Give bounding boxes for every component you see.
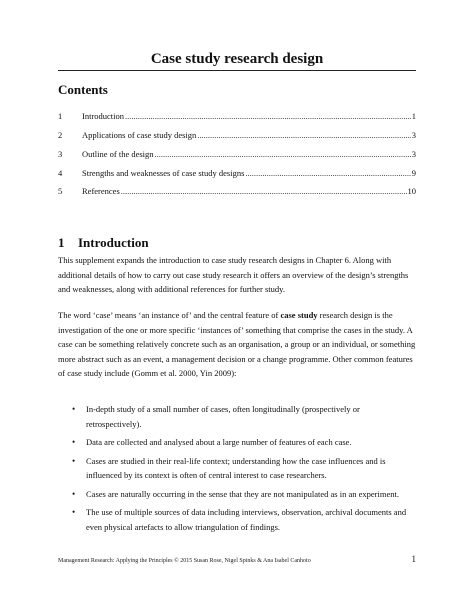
- list-item: [58, 505, 416, 534]
- title-divider: [58, 70, 416, 71]
- list-item: [58, 487, 416, 502]
- paragraph-text: The word ‘case’ means ‘an instance of’ and the central feature of: [58, 310, 281, 320]
- toc-entry-number: 5: [58, 186, 63, 196]
- toc-entry-number: 1: [58, 111, 63, 121]
- features-bullet-list: [58, 402, 416, 538]
- list-item: [58, 454, 416, 483]
- section-title: Introduction: [78, 235, 149, 250]
- contents-heading: Contents: [58, 82, 108, 97]
- page-number: 1: [411, 554, 416, 564]
- toc-entry-page: 3: [411, 130, 416, 140]
- toc-entry-number: 3: [58, 149, 63, 159]
- section-heading-introduction: [58, 235, 149, 251]
- toc-entry-page: 9: [411, 168, 416, 178]
- section-number: 1: [58, 235, 65, 250]
- list-item-text: In-depth study of a small number of cases, often longitudinally (prospectively or retrospectively).: [86, 404, 360, 429]
- footer-copyright: Management Research: Applying the Principles © 2015 Susan Rose, Nigel Spinks & Ana Isabel Canhoto: [58, 558, 311, 564]
- toc-entry-number: 4: [58, 168, 63, 178]
- bullet-icon: •: [72, 507, 76, 517]
- toc-entry-introduction[interactable]: [58, 109, 416, 123]
- toc-entry-page: 3: [411, 149, 416, 159]
- bullet-icon: •: [72, 455, 76, 466]
- list-item: [58, 402, 416, 431]
- toc-leader-dots: [155, 147, 411, 161]
- toc-entry-title: Outline of the design: [82, 149, 154, 159]
- toc-entry-title: Introduction: [82, 111, 125, 121]
- intro-paragraph-1: This supplement expands the introduction to case study research designs in Chapter 6. Along with additional details of how to carry out case study research it offers an overview of the design’s strengths and weaknesses, along with additional references for further study.: [58, 255, 409, 294]
- toc-entry-page: 10: [407, 186, 416, 196]
- list-item-text: Cases are naturally occurring in the sense that they are not manipulated as in an experiment.: [86, 488, 399, 499]
- paragraph-text: research design is the investigation of the one or more specific ‘instances of’ something that comprise the cases in the study. A case can be something relatively concrete such as an organisation, a group or an individual, or something more abstract such as an event, a management decision or a change programme. Other common features of case study include (Gomm et al. 2000, Yin 2009):: [58, 310, 416, 378]
- bullet-icon: •: [72, 404, 76, 414]
- toc-entry-number: 2: [58, 130, 63, 140]
- toc-entry-page: 1: [411, 111, 416, 121]
- toc-entry-title: References: [82, 186, 120, 196]
- toc-entry-outline[interactable]: [58, 147, 416, 161]
- intro-paragraph-2: [58, 308, 416, 381]
- list-item-text: Cases are studied in their real-life context; understanding how the case influences and is influenced by its context is often of central interest to case researchers.: [86, 455, 386, 480]
- document-title: Case study research design: [150, 51, 324, 67]
- toc-entry-title: Applications of case study design: [82, 130, 197, 140]
- toc-leader-dots: [197, 128, 410, 142]
- toc-entry-title: Strengths and weaknesses of case study designs: [82, 168, 245, 178]
- toc-leader-dots: [125, 109, 411, 123]
- toc-entry-applications[interactable]: [58, 128, 416, 142]
- list-item-text: The use of multiple sources of data including interviews, observation, archival documents and even physical artefacts to allow triangulation of findings.: [86, 507, 407, 532]
- toc-entry-references[interactable]: [58, 184, 416, 198]
- bullet-icon: •: [72, 488, 76, 499]
- toc-leader-dots: [121, 184, 407, 198]
- toc-entry-strengths[interactable]: [58, 166, 416, 180]
- bullet-icon: •: [72, 437, 76, 447]
- list-item-text: Data are collected and analysed about a large number of features of each case.: [86, 437, 352, 447]
- toc-leader-dots: [245, 166, 410, 180]
- bold-term: case study: [280, 310, 318, 320]
- list-item: [58, 435, 416, 450]
